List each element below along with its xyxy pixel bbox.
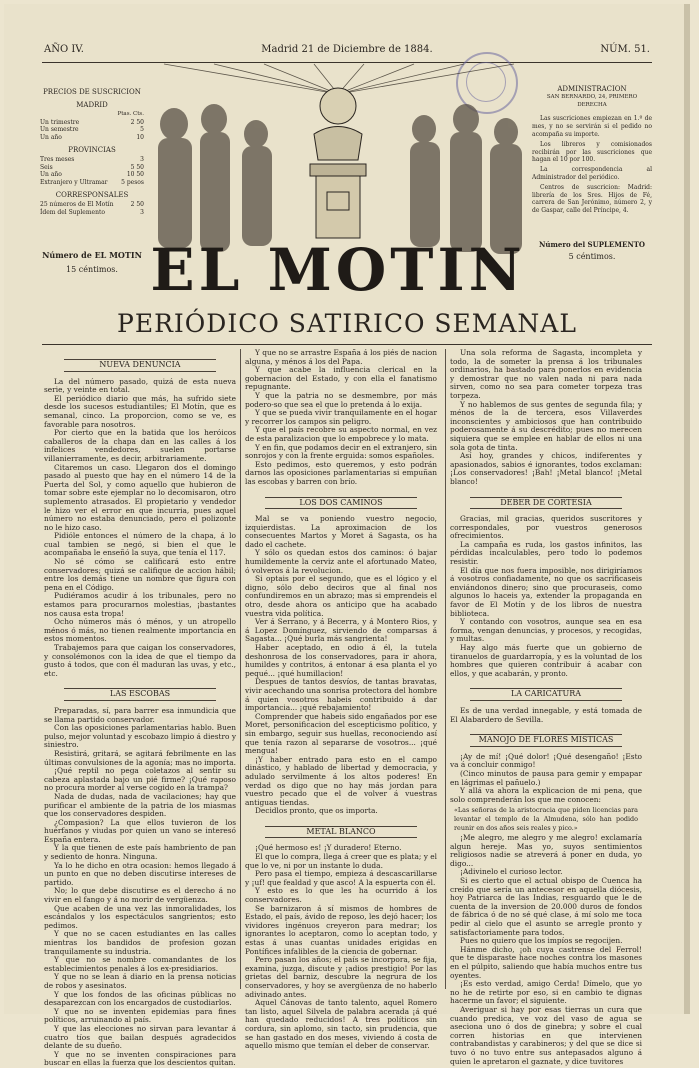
paragraph: Esto pedimos, esto queremos, y esto podrán darnos las oposiciones parlamentarias si empuñan las escobas y barren con brío. xyxy=(245,459,437,486)
admin-title: ADMINISTRACION xyxy=(557,85,627,93)
paragraph: Decidlos pronto, que os importa. xyxy=(255,806,378,816)
paragraph: Pero pasan los años; el país se incorpora, se fija, examina, juzga, discute y ¡adios prestigio! Por las grietas del barniz, descubre la negrura de los conservadores, y hoy se avergüenza de no haberlo adivinado antes. xyxy=(245,955,437,999)
paragraph: Se barnizaron á sí mismos de hombres de Estado, el país, ávido de reposo, les dejó hacer; los vividores ingénuos creyeron para medrar; los ignorantes lo aceptaron, como lo aceptan todo, y estas á unas cuantas unidades erigidas en Pontífices infalibles de la ciencia de gobernar. xyxy=(245,903,437,956)
paragraph: Resistirá, gritará, se agitará febrilmente en las últimas convulsiones de la agonía; mas no importa. xyxy=(44,748,236,767)
paragraph: Despues de tantos desvíos, de tantas bravatas, vivir acechando una sonrisa protectora del hombre á quien vosotros habeis contribuido á dar importancia... ¡qué rebajamiento! xyxy=(245,677,437,713)
paragraph: Y que acabe la influencia clerical en la gobernacion del Estado, y con ella el fanatismo repugnante. xyxy=(245,365,437,392)
admin-text: Los libreros y comisionados recibirán por las suscriciones que hagan el 10 por 100. xyxy=(532,140,652,164)
paragraph: Si es cierto que el actual obispo de Cuenca ha creído que sería un antecesor en aquella diócesis, hoy Patriarca de las Indias, resguardo que le de cuenta de la inversion de 20.000 duros de fondos de fábrica ó de no sé qué clase, á mí solo me toca pedir al cielo que el asunto se arregle pronto y satisfactoriamente para todos. xyxy=(450,876,642,937)
header-rule xyxy=(42,62,652,63)
corresponsales-label: CORRESPONSALES xyxy=(55,190,129,199)
paragraph: No sé cómo se calificará esto entre conservadores; quizá se califique de accion hábil; entre los demás tiene un nombre que figura con pena en el Código. xyxy=(44,557,236,592)
provincias-label: PROVINCIAS xyxy=(68,145,116,154)
paragraph: La campaña es ruda, los gastos infinitos, las pérdidas incalculables, pero todo lo podemos resistir. xyxy=(450,539,642,567)
dateline: Madrid 21 de Diciembre de 1884. xyxy=(261,44,433,55)
paragraph: El que lo compra, llega á creer que es plata; y el que lo ve, ni por un instante lo duda. xyxy=(245,852,437,870)
masthead-title-art: EL MOTIN xyxy=(150,236,526,304)
paragraph: Es de una verdad innegable, y está tomada de El Alabardero de Sevilla. xyxy=(450,705,642,724)
column-2 xyxy=(245,348,437,1051)
bust-head xyxy=(320,88,356,124)
article-title: METAL BLANCO xyxy=(265,826,417,839)
madrid-label: MADRID xyxy=(76,100,108,109)
masthead-illustration xyxy=(144,64,532,302)
admin-text: Centros de suscricion: Madrid: librería de los Sres. Hijos de Fé, carrera de San Jerónimo, número 2, y de Gaspar, calle del Príncipe, 4. xyxy=(532,183,652,215)
paragraph: ¡Ay de mí! ¡Qué dolor! ¡Qué desengaño! ¡Esto va á concluir conmigo! xyxy=(450,751,642,770)
title-rule xyxy=(42,344,652,345)
prices-title: PRECIOS DE SUSCRICION xyxy=(43,88,141,96)
price-row: Un año 10 50 xyxy=(40,171,144,179)
article-title: MANOJO DE FLORES MISTICAS xyxy=(470,734,622,747)
paragraph: Y en fin, que podamos decir en el extranjero, sin sonrojos y con la frente erguida: somos españoles. xyxy=(245,442,437,461)
price-row: Un semestre 5 xyxy=(40,126,144,134)
supplement-label: Número del SUPLEMENTO xyxy=(538,239,646,249)
price-row: 25 números de El Motín 2 50 xyxy=(40,201,144,209)
paragraph: Comprender que habeis sido engañados por ese Moret, personificacion del escepticismo político, y sin embargo, seguir sus huellas, reconociendo así que tenía razon al separarse de vosotros... ¡qué mengua! xyxy=(245,711,437,756)
paragraph: Haber aceptado, en odio á él, la tutela deshonrosa de los conservadores, para ir ahora, humildes y contritos, á entonar á esa planta el yo pequé... ¡qué humillacion! xyxy=(245,643,437,678)
pedestal-top xyxy=(310,164,366,176)
supplement-price: 5 céntimos. xyxy=(568,251,616,261)
price-row: Un año 10 xyxy=(40,133,144,141)
price-row: Ídem del Suplemento 3 xyxy=(40,208,144,216)
paragraph: Y esto es lo que les ha ocurrido á los conservadores. xyxy=(245,886,437,905)
paragraph: Y que la patria no se desmembre, por más podero-so que sea el que lo pretenda á lo exija. xyxy=(245,390,437,409)
article-title: LAS ESCOBAS xyxy=(64,688,216,701)
paragraph: Aquel Cánovas de tanto talento, aquel Romero tan listo, aquel Silvela de palabra acerada ¡á qué han quedado reducidos! A tres políticos sin cordura, sin aplomo, sin tacto, sin prudencia, que se han gastado en dos meses, viviendo á costa de aquello mismo que temían el deber de conservar. xyxy=(245,998,437,1051)
paragraph: Y que no se nombre comandantes de los establecimientos penales á los ex-presidiarios. xyxy=(44,955,236,973)
paragraph: Trabajemos para que caigan los conservadores, y consolémonos con la idea de que el tiempo da gusto á todos, que con él maduran las uvas, y etc., etc. xyxy=(44,643,236,678)
paragraph: Y que no se cacen estudiantes en las calles mientras los bandidos de profesion gozan tranquilamente su industria. xyxy=(44,929,236,956)
paragraph: No; lo que debe discutirse es el derecho á no vivir en el fango y á no morir de vergüenza. xyxy=(44,886,236,905)
price-row: Seis 5 50 xyxy=(40,163,144,171)
admin-text: Las suscriciones empiezan en 1.º de mes, y no se servirán si el pedido no acompaña su importe. xyxy=(532,115,652,138)
paragraph: ¿Compasion? La que ellos tuvieron de los huérfanos y viudas por quien un vano se interesó España entera. xyxy=(44,817,236,844)
price-row: Un trimestre 2 50 xyxy=(40,118,144,126)
paragraph: Pudiéramos acudir á los tribunales, pero no estamos para procurarnos molestias, ¡bastantes nos causa esta tropa! xyxy=(44,591,236,618)
paragraph: Que acaben de una vez las inmoralidades, los escándalos y los espectáculos sangrientos; esto pedimos. xyxy=(44,903,236,930)
paragraph: Pidióle entonces el número de la chapa, á lo cual tambien se negó, si bien el que le acompañaba le enseñó la suya, que tenía el 117. xyxy=(44,531,236,558)
paragraph: Mal se va poniendo vuestro negocio, izquierdistas. La aproximacion de los consecuentes Martos y Moret á Sagasta, os ha dado el cachete. xyxy=(245,514,437,549)
paragraph: Ya lo he dicho en otra ocasion: hemos llegado á un punto en que no deben discutirse intereses de partido. xyxy=(44,860,236,887)
paragraph: Una sola reforma de Sagasta, incompleta y todo, la de someter la prensa á los tribunales ordinarios, ha bastado para ponerlos en evidencia y demostrar que no valen nada ni para nada sirven, como no sea para cometer torpeza tras torpeza. xyxy=(450,348,642,400)
page-title: PERIÓDICO SATIRICO SEMANAL xyxy=(117,309,577,338)
paragraph: Si optais por el segundo, que es el lógico y el digno, sólo debo deciros que al final nos confundiremos en un abrazo; mas si emprendeis el otro, desde ahora os anticipo que ha acabado vuestra vida política. xyxy=(245,574,437,618)
paragraph: Y que las elecciones no sirvan para levantar á cuatro tíos que bailan después agradecidos delante de su dueño. xyxy=(44,1023,236,1051)
subscription-prices xyxy=(40,89,144,274)
paragraph: ¡Qué hermoso es! ¡Y duradero! Eterno. xyxy=(255,843,402,853)
number-price: 15 céntimos. xyxy=(66,264,118,274)
price-row: Extranjero y Ultramar 5 pesos xyxy=(40,178,144,186)
paragraph: Por cierto que en la batida que los heróicos caballeros de la chapa dan en las calles á los infelices vendedores, suelen portarse villanierramente, es decir, arbitrariamente. xyxy=(44,428,236,463)
article-title: LA CARICATURA xyxy=(470,688,622,701)
paragraph: Así hoy, grandes y chicos, indiferentes y apasionados, sabios é ignorantes, todos exclaman: ¡Los conservadores! ¡Bah! ¡Metal blanco! ¡Metal blanco! xyxy=(450,451,642,486)
top-line xyxy=(44,44,650,58)
number-label: Número de EL MOTIN xyxy=(42,250,142,261)
issue-number: NÚM. 51. xyxy=(600,44,650,55)
year-label: AÑO IV. xyxy=(44,44,84,55)
paragraph: Y que el país recobre su aspecto normal, en vez de esta paralizacion que lo empobrece y lo mata. xyxy=(245,425,437,443)
admin-address: SAN BERNARDO, 24, PRIMERO DERECHA xyxy=(546,93,638,108)
price-row: Tres meses 3 xyxy=(40,156,144,164)
bust-body xyxy=(314,127,362,161)
paragraph: Pues no quiero que los impíos se regocijen. xyxy=(460,936,623,946)
paragraph: Y que no se inventen conspiraciones para buscar en ellas la fuerza que los descientos quitan. xyxy=(44,1049,236,1068)
paragraph: Y no hablemos de sus gentes de segunda fila; y ménos de la de tercera, esos Villaverdes inconscientes y ambiciosos que han contribuido poderosamente á su descrédito; pues no merecen siquiera que se emplee en hablar de ellos ni una sola gota de tinta. xyxy=(450,399,642,452)
paragraph: Y allá va ahora la explicacion de mi pena, que solo comprenderán los que me conocen: xyxy=(450,786,642,804)
madrid-unit: Ptas. Cts. xyxy=(117,111,144,118)
quote: «Las señoras de la aristocracia que piden licencias para levantar el templo de la Almudena, sólo han podido reunir en dos años seis reales y pico.» xyxy=(454,806,638,832)
column-1 xyxy=(44,349,236,1068)
paragraph: Preparadas, sí, para barrer esa inmundicia que se llama partido conservador. xyxy=(44,705,236,724)
paragraph: La del número pasado, quizá de esta nueva serie, y veinte en total. xyxy=(44,376,236,395)
paragraph: ¡Es esto verdad, amigo Cerda! Dímelo, que yo no he de retirte por eso, si en cambio te dignas hacerme un favor; el siguiente. xyxy=(450,979,642,1006)
paragraph: ¡Adivinelo el curioso lector. xyxy=(460,867,563,877)
paragraph: El periódico diario que más, ha sufrido siete desde los sucesos estudiantiles; El Motín, que es semanal, cinco. La proporcion, como se ve, es favorable para nosotros. xyxy=(44,393,236,429)
column-3 xyxy=(450,348,642,1066)
pedestal xyxy=(316,176,360,238)
administration xyxy=(532,86,652,261)
paragraph: Y que los fondos de las oficinas públicas no desaparezcan con los encargados de custodiarlos. xyxy=(44,989,236,1008)
paragraph: Pero pasa el tiempo, empieza á descascarillarse y ¡uf! que fealdad y que asco! A la espuerta con él. xyxy=(245,869,437,887)
paragraph: Y contando con vosotros, aunque sea en esa forma, vengan denuncias, y procesos, y recogidas, y multas. xyxy=(450,617,642,644)
paragraph: Hánme dicho, ¡oh cuya castrense del Ferrol! que te disparaste hace noches contra los masones en el púlpito, saliendo que había muchos entre tus oyentes. xyxy=(450,944,642,980)
paragraph: ¡Y haber entrado para esto en el campo dinástico, y hablado de libertad y democracia, y adulado servilmente á los altos poderes! En verdad os digo que no hay más jordan para vuestro pecado que el de volver á vuestras antiguas tiendas. xyxy=(245,754,437,807)
paragraph: Averiguar si hay por esas tierras un cura que cuando predica, ve voz del vaso de agua se aseciona uno ó dos de ginebra; y sobre el cual corren historias en que intervienen contrabandistas y carabineros; y del que se dice si tuvo ó no tuvo entre sus antepasados alguno á quien le apretaron el gaznate, y dice tuvitores xyxy=(450,1004,642,1066)
paragraph: Ver á Serrano, y á Becerra, y á Montero Rios, y á Lopez Domínguez, sirviendo de comparsas á Sagasta... ¡Qué burla más sangrienta! xyxy=(245,617,437,644)
article-title: NUEVA DENUNCIA xyxy=(64,359,216,372)
paragraph: (Cinco minutos de pausa para gemir y empapar en lágrimas el pañuelo.) xyxy=(450,768,642,787)
paragraph: ¡Qué reptil no pega coletazos al sentir su cabeza aplastada bajo un pié firme? ¡Qué raposo no procura morder al verse cogido en la trampa? xyxy=(44,766,236,793)
paragraph: Ocho números más ó ménos, y un atropello ménos ó más, no tienen realmente importancia en estos momentos. xyxy=(44,617,236,644)
paragraph: Y sólo os quedan estos dos caminos: ó bajar humildemente la cerviz ante el afortunado Mateo, ó volveros á la revolucion. xyxy=(245,548,437,575)
article-title: DEBER DE CORTESIA xyxy=(470,497,622,510)
paragraph: Gracias, mil gracias, queridos suscritores y correspondales, por vuestros generosos ofrecimientos. xyxy=(450,514,642,541)
column-divider xyxy=(445,349,446,989)
paragraph: Citaremos un caso. Llegaron dos el domingo pasado al puesto que hay en el número 14 de la Puerta del Sol, y como aquello que hubieron de tomar sobre este ejemplar no lo decomisaron, otro suplemento atrasados. El propietario y vendedor le hizo ver el error en que incurria, pues aquel número no estaba denunciado, pero el polizonte no le hizo caso. xyxy=(44,462,236,532)
paragraph: Y que no se lean á diario en la prensa noticias de robos y asesinatos. xyxy=(44,972,236,990)
paragraph: Y la que tienen de este país hambriento de pan y sediento de honra. Ninguna. xyxy=(44,843,236,862)
paragraph: El día que nos fuera imposible, nos dirigiríamos á vosotros confiadamente, no que os sacrificaseis enviándonos dinero; sino que procuraseis, como algunos lo haceis ya, extender la propaganda en favor de El Motín y de los libros de nuestra biblioteca. xyxy=(450,565,642,618)
paragraph: Y que no se arrastre España á los piés de nacion alguna, y ménos á los del Papa. xyxy=(245,348,437,366)
paragraph: ¡Me alegro, me alegro y me alegro! exclamaría algun hereje. Mas yo, suyos sentimientos religiosos nadie se atreverá á poner en duda, yo digo... xyxy=(450,833,642,868)
article-title: LOS DOS CAMINOS xyxy=(265,497,417,510)
paragraph: Y que se pueda vivir tranquilamente en el hogar y recorrer los campos sin peligro. xyxy=(245,408,437,426)
paragraph: Y que no se inventen epidemias para fines políticos, arruinando al país. xyxy=(44,1006,236,1025)
column-divider xyxy=(240,349,241,989)
paragraph: Hay algo más fuerte que un gobierno de tiranuelos de guardarropía, y es la voluntad de los hombres que quieren contribuir á acabar con ellos, y que acabarán, y pronto. xyxy=(450,643,642,678)
paragraph: Con las oposiciones parlamentarias hablo. Buen pulso, mejor voluntad y escobazo limpio á diestro y siniestro. xyxy=(44,723,236,750)
admin-text: La correspondencia al Administrador del periódico. xyxy=(532,166,652,181)
newspaper-page xyxy=(4,4,690,1068)
paragraph: Nada de dudas, nada de vacilaciones; hay que purificar el ambiente de la patria de los miasmas que los conservadores despiden. xyxy=(44,791,236,819)
